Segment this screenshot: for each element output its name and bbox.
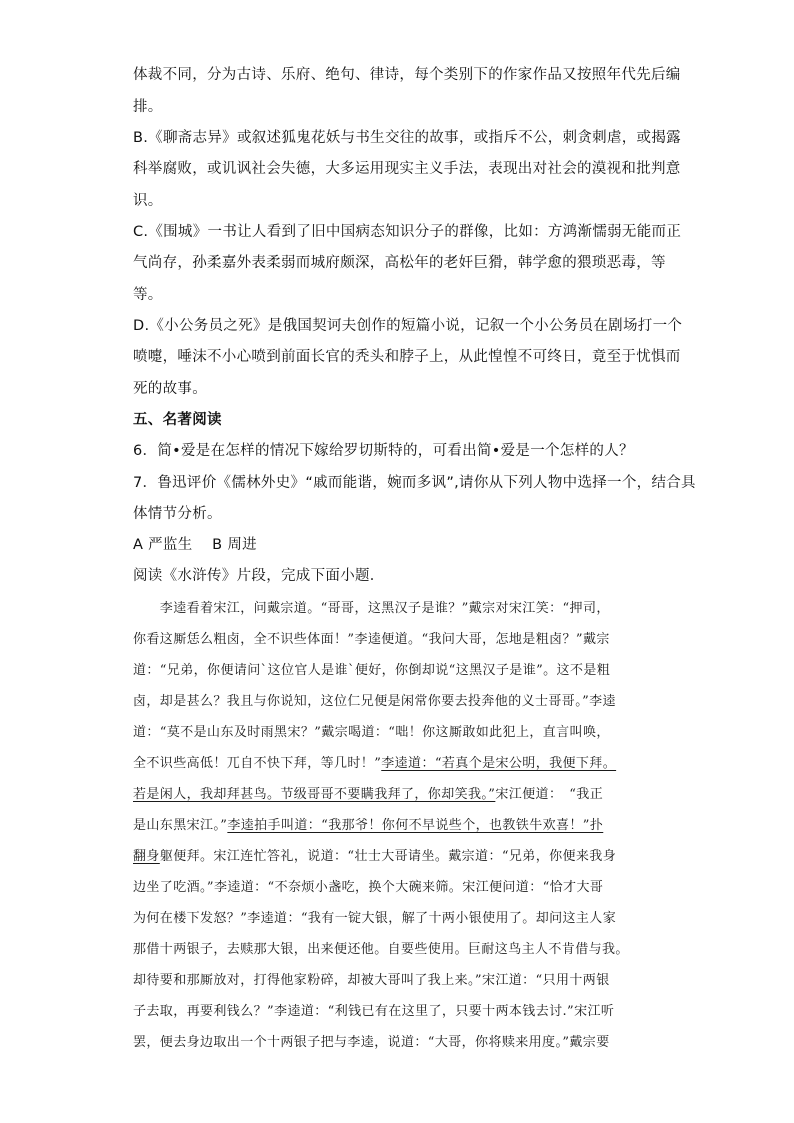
passage-line <box>133 786 603 804</box>
passage-line: 为何在楼下发怒？”李逵道：“我有一锭大银，解了十两小银使用了。却问这主人家 <box>133 911 617 926</box>
text-line: 体裁不同，分为古诗、乐府、绝句、律诗，每个类别下的作家作品又按照年代先后编 <box>133 67 681 83</box>
passage-line: 子去取，再要利钱么？”李逵道：“利钱已有在这里了，只要十两本钱去讨.”宋江听 <box>133 1004 615 1019</box>
text-line: 识。 <box>133 193 163 209</box>
passage-line: 你看这厮恁么粗卤，全不识些体面！”李逵便道。“我问大哥，怎地是粗卤？”戴宗 <box>133 632 610 647</box>
passage-line: 那借十两银子，去赎那大银，出来便还他。自要些使用。巨耐这鸟主人不肯借与我。 <box>133 942 629 957</box>
section-title: 五、名著阅读 <box>133 412 222 428</box>
question-7: 7．鲁迅评价《儒林外史》“戚而能谐，婉而多讽”,请你从下列人物中选择一个，结合具 <box>133 475 696 491</box>
text-line: 体情节分析。 <box>133 506 222 522</box>
passage-line <box>133 755 616 773</box>
passage-line: 道：“兄弟，你便请问`这位官人是谁`便好，你倒却说“这黑汉子是谁”。这不是粗 <box>133 663 611 678</box>
passage-text: 全不识些高低！兀自不快下拜，等几时！” <box>133 756 382 771</box>
text-line: 死的故事。 <box>133 381 207 397</box>
choice-options: A 严监生 B 周进 <box>133 537 257 553</box>
text-line: 科举腐败，或讥讽社会失德，大多运用现实主义手法，表现出对社会的漠视和批判意 <box>133 161 681 177</box>
passage-text: 躯便拜。宋江连忙答礼，说道：“壮士大哥请坐。戴宗道：“兄弟，你便来我身 <box>159 849 617 864</box>
passage-line <box>133 848 616 866</box>
option-b: B.《聊斋志异》或叙述狐鬼花妖与书生交往的故事，或指斥不公，刺贪刺虐，或揭露 <box>133 130 681 146</box>
passage-text: 是山东黑宋江。” <box>133 818 228 833</box>
underlined-text: 李逵道：“若真个是宋公明，我便下拜。 <box>381 756 617 771</box>
passage-line <box>133 817 603 835</box>
question-6: 6．简•爱是在怎样的情况下嫁给罗切斯特的，可看出简•爱是一个怎样的人？ <box>133 443 634 459</box>
passage-text: 宋江便道： “我正 <box>495 787 604 802</box>
option-d: D.《小公务员之死》是俄国契诃夫创作的短篇小说，记叙一个小公务员在剧场打一个 <box>133 318 683 334</box>
passage-line: 罢，便去身边取出一个十两银子把与李逵，说道：“大哥，你将赎来用度。”戴宗要 <box>133 1035 610 1050</box>
reading-instruction: 阅读《水浒传》片段，完成下面小题． <box>133 568 385 584</box>
passage-line: 李逵看着宋江，问戴宗道。“哥哥，这黑汉子是谁？”戴宗对宋江笑：“押司， <box>133 601 610 616</box>
text-line: 气尚存，孙柔嘉外表柔弱而城府颇深，高松年的老奸巨猾，韩学愈的猥琐恶毒，等 <box>133 255 666 271</box>
underlined-text: 翻身 <box>133 849 160 864</box>
passage-line: 卤，却是甚么？我且与你说知，这位仁兄便是闲常你要去投奔他的义士哥哥。”李逵 <box>133 694 616 709</box>
underlined-text: 李逵拍手叫道：“我那爷！你何不早说些个，也教铁牛欢喜！”扑 <box>227 818 604 833</box>
text-line: 喷嚏，唾沫不小心喷到前面长官的秃头和脖子上，从此惶惶不可终日，竟至于忧惧而 <box>133 349 681 365</box>
underlined-text: 若是闲人，我却拜甚鸟。节级哥哥不要瞒我拜了，你却笑我。” <box>133 787 496 802</box>
passage-line: 边坐了吃酒。”李逵道：“不奈烦小盏吃，换个大碗来筛。宋江便问道：“恰才大哥 <box>133 880 604 895</box>
passage-line: 道：“莫不是山东及时雨黑宋？”戴宗喝道：“咄！你这厮敢如此犯上，直言叫唤， <box>133 725 610 740</box>
text-line: 排。 <box>133 99 163 115</box>
text-line: 等。 <box>133 287 163 303</box>
option-c: C.《围城》一书让人看到了旧中国病态知识分子的群像，比如：方鸿渐懦弱无能而正 <box>133 224 682 240</box>
passage-line: 却待要和那厮放对，打得他家粉碎，却被大哥叫了我上来。”宋江道：“只用十两银 <box>133 973 610 988</box>
